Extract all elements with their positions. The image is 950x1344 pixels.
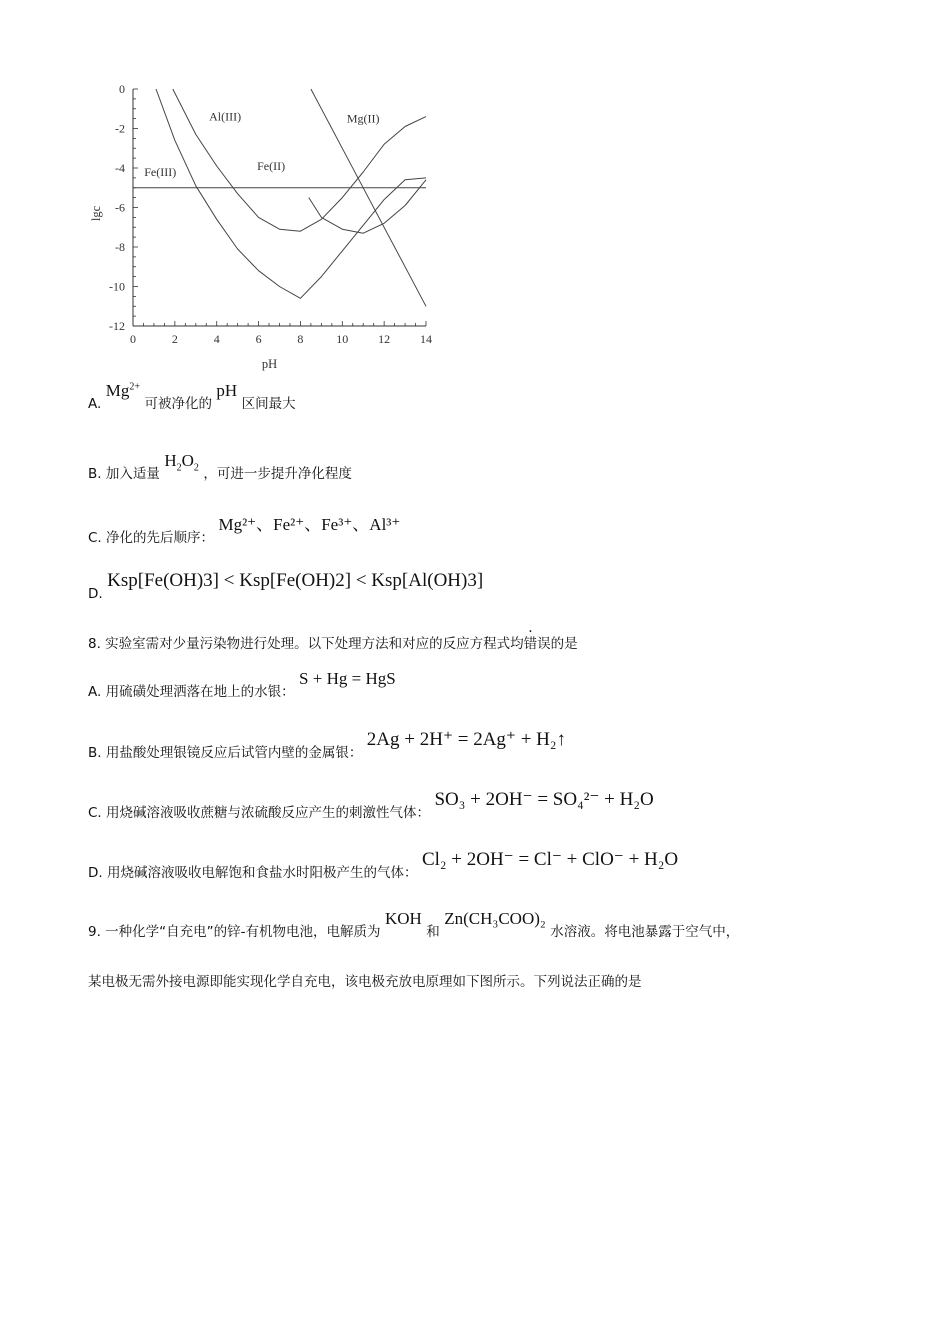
- option-7c: C. 净化的先后顺序： Mg²⁺、Fe²⁺、Fe³⁺、Al³⁺: [88, 515, 401, 546]
- question-9-line2: 某电极无需外接电源即能实现化学自充电，该电极充放电原理如下图所示。下列说法正确的是: [88, 974, 642, 990]
- y-tick-label: -6: [115, 200, 125, 215]
- x-tick-label: 4: [213, 332, 220, 346]
- y-tick-label: 0: [119, 82, 125, 96]
- chart-annotations: [144, 110, 379, 179]
- question-8-stem: 8. 实验室需对少量污染物进行处理。以下处理方法和对应的反应方程式均错误的是: [88, 636, 578, 652]
- annotation-label: Fe(III): [144, 164, 177, 179]
- h2o2-formula: $H_2O_2$: [164, 451, 199, 474]
- option-7a: A. $Mg^{2+}$ 可被净化的 pH 区间最大: [88, 381, 296, 412]
- annotation-label: Mg(II): [346, 111, 380, 126]
- x-tick-label: 2: [171, 332, 178, 346]
- lgc-ph-chart: [88, 78, 448, 378]
- y-tick-label: -2: [115, 121, 125, 136]
- option-7d: D. Ksp[Fe(OH)3] < Ksp[Fe(OH)2] < Ksp[Al(OH)3]: [88, 570, 484, 602]
- mg-ion: $Mg^{2+}$: [105, 381, 141, 400]
- option-8b: B. 用盐酸处理银镜反应后试管内壁的金属银： 2Ag + 2H⁺ = 2Ag⁺ + H₂↑: [88, 729, 567, 761]
- chart-tick-labels: [89, 82, 432, 371]
- x-tick-label: 8: [297, 332, 304, 346]
- x-tick-label: 14: [420, 332, 432, 346]
- y-tick-label: -10: [109, 279, 125, 294]
- option-8a: A. 用硫磺处理洒落在地上的水银： S + Hg = HgS: [88, 669, 396, 700]
- x-tick-label: 12: [378, 332, 391, 346]
- chart-curves: [133, 89, 426, 306]
- x-tick-label: 0: [130, 332, 136, 346]
- y-tick-label: -4: [115, 161, 125, 175]
- ksp-inequality: Ksp[Fe(OH)3] < Ksp[Fe(OH)2] < Ksp[Al(OH)3]: [107, 570, 484, 591]
- series-fe-iii: [156, 89, 426, 298]
- annotation-label: Al(III): [209, 109, 242, 124]
- y-tick-label: -12: [109, 319, 125, 333]
- option-8d: D. 用烧碱溶液吸收电解饱和食盐水时阳极产生的气体： Cl₂ + 2OH⁻ = Cl⁻ + ClO⁻ + H₂O: [88, 849, 679, 881]
- x-tick-label: 6: [255, 332, 262, 346]
- option-7a-label: A.: [88, 396, 102, 412]
- y-tick-label: -8: [115, 240, 125, 254]
- option-7b: B. 加入适量 $H_2O_2$ ，可进一步提升净化程度: [88, 451, 352, 482]
- y-axis-label: lgc: [89, 205, 103, 222]
- x-tick-label: 10: [336, 332, 349, 346]
- x-axis-label: pH: [261, 357, 278, 371]
- option-8c: C. 用烧碱溶液吸收蔗糖与浓硫酸反应产生的刺激性气体： SO₃ + 2OH⁻ = SO₄²⁻ + H₂O: [88, 789, 654, 821]
- annotation-label: Fe(II): [257, 158, 286, 173]
- ion-order: Mg²⁺、Fe²⁺、Fe³⁺、Al³⁺: [218, 515, 401, 534]
- emphasis-dots: 均错误: [510, 636, 551, 652]
- question-9-line1: 9. 一种化学“自充电”的锌-有机物电池，电解质为 KOH 和 Zn(CH₃COO)₂ 水溶液。将电池暴露于空气中，: [88, 909, 740, 940]
- chart-axes: [133, 89, 426, 326]
